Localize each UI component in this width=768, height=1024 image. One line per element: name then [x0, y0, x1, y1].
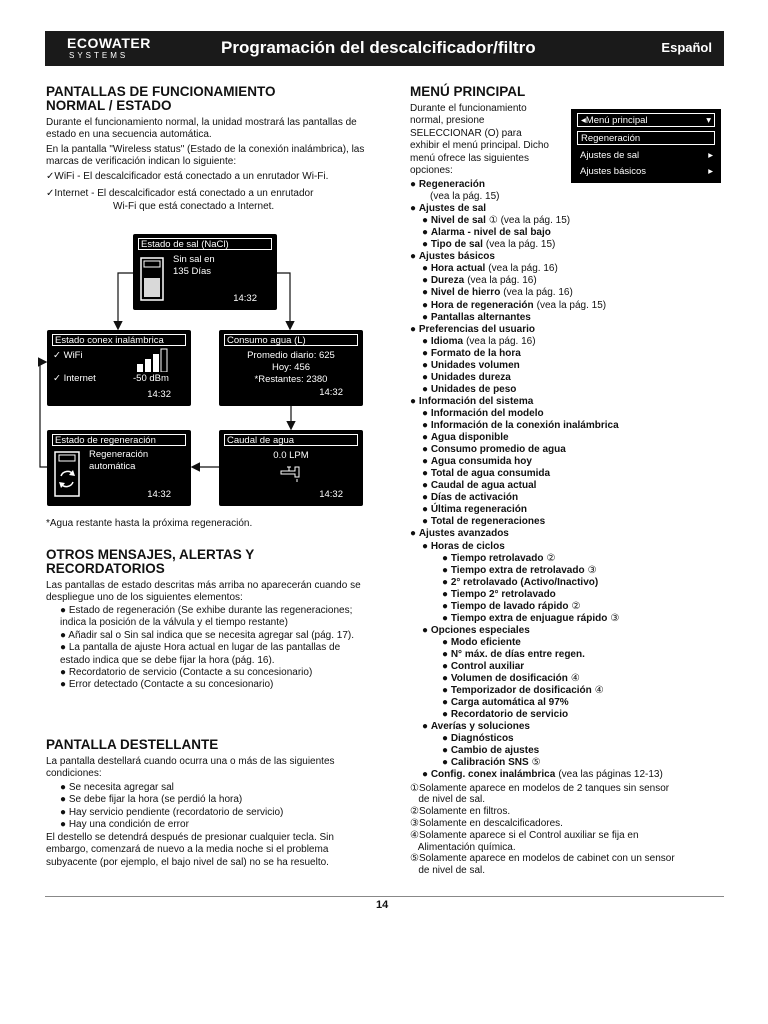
bullet-icon: ●: [442, 757, 451, 769]
brand-logo-sub: SYSTEMS: [69, 51, 129, 60]
bullet-icon: ●: [422, 311, 431, 323]
menu-entry: ● N° máx. de días entre regen.: [442, 648, 585, 660]
menu-entry: ● Caudal de agua actual: [422, 480, 537, 492]
screen-footnote: *Agua restante hasta la próxima regeneración.: [46, 518, 253, 529]
bullet-icon: ●: [442, 552, 451, 564]
menu-entry: ● Modo eficiente: [442, 636, 521, 648]
bullet-icon: ●: [422, 347, 431, 359]
menu-entry: ● Cambio de ajustes: [442, 745, 540, 757]
menu-entry: ● Volumen de dosificación ④: [442, 673, 580, 685]
water-line-3: *Restantes: 2380: [254, 374, 328, 385]
footnote-line: ②Solamente en filtros.: [410, 806, 511, 818]
menu-entry: ● Total de regeneraciones: [422, 516, 546, 528]
sec3-intro: La pantalla destellará cuando ocurra una o más de las siguientes condiciones:: [46, 756, 335, 780]
sec1-paragraph-1: Durante el funcionamiento normal, la unidad mostrará las pantallas de estado en una secuencia automática.: [46, 117, 357, 141]
footnote-line: de nivel de sal.: [410, 794, 486, 806]
internet-check-text: ✓Internet - El descalcificador está conectado a un enrutador: [46, 188, 314, 199]
bullet-icon: ●: [422, 721, 431, 733]
signal-dbm: -50 dBm: [133, 373, 169, 384]
menu-entry: ● Tiempo 2° retrolavado: [442, 588, 556, 600]
bullet-icon: ●: [442, 636, 451, 648]
bullet-icon: ●: [410, 251, 419, 263]
page-title: Programación del descalcificador/filtro: [221, 38, 536, 57]
footer-divider: [45, 896, 724, 897]
bullet-icon: ●: [422, 480, 431, 492]
screen-time: 14:32: [147, 489, 171, 500]
water-line-1: Promedio diario: 625: [247, 350, 335, 361]
sec1-paragraph-2: En la pantalla "Wireless status" (Estado de la conexión inalámbrica), las marcas de verificación indican lo siguiente:: [46, 144, 365, 168]
menu-entry: ● Hora de regeneración (vea la pág. 15): [422, 299, 607, 311]
screen-title: Estado conex inalámbrica: [52, 334, 186, 346]
section-title-flashing: PANTALLA DESTELLANTE: [46, 737, 219, 752]
menu-entry: ● Tiempo extra de enjuague rápido ③: [442, 612, 620, 624]
section-title-main-menu: MENÚ PRINCIPAL: [410, 84, 526, 99]
menu-entry: ● Carga automática al 97%: [442, 697, 569, 709]
menu-entry: ● Nivel de sal ① (vea la pág. 15): [422, 215, 571, 227]
screen-title: Caudal de agua: [224, 434, 358, 446]
main-menu-lcd: [571, 109, 721, 183]
sec3-list: [60, 782, 360, 832]
salt-line-2: 135 Días: [173, 266, 212, 277]
menu-entry: ● Formato de la hora: [422, 347, 521, 359]
menu-entry: ● Dureza (vea la pág. 16): [422, 275, 537, 287]
internet-check-text-cont: Wi-Fi que está conectado a Internet.: [113, 201, 275, 212]
bullet-icon: ●: [422, 420, 431, 431]
bullet-icon: ●: [422, 769, 431, 781]
bullet-icon: ●: [442, 697, 451, 709]
menu-entry: ● Nivel de hierro (vea la pág. 16): [422, 287, 573, 299]
bullet-icon: ●: [422, 432, 431, 444]
main-menu-intro: Durante el funcionamiento normal, presione SELECCIONAR (O) para exhibir el menú principal. Dicho menú ofrece las siguientes opciones:: [410, 103, 549, 177]
footnote-line: ⑤Solamente aparece en modelos de cabinet con un sensor: [410, 853, 675, 865]
bullet-icon: ●: [442, 745, 451, 757]
lcd-item-regeneration: Regeneración: [577, 131, 715, 145]
menu-entry: ● 2° retrolavado (Activo/Inactivo): [442, 576, 599, 588]
screen-title: Estado de regeneración: [52, 434, 186, 446]
menu-entry: ● Información del modelo: [422, 407, 544, 419]
bullet-icon: ●: [422, 371, 431, 383]
bullet-icon: ●: [442, 600, 451, 612]
footnote-line: ①Solamente aparece en modelos de 2 tanques sin sensor: [410, 782, 670, 794]
bullet-icon: ●: [410, 179, 419, 190]
bullet-icon: ●: [442, 576, 451, 588]
chevron-right-icon: ▸: [708, 166, 713, 177]
bullet-icon: ●: [442, 685, 451, 697]
lcd-title-row: ◂Menú principal ▾: [577, 113, 715, 127]
screen-title: Consumo agua (L): [224, 334, 358, 346]
menu-entry: ● Última regeneración: [422, 504, 527, 516]
menu-entry: ● Alarma - nivel de sal bajo: [422, 227, 551, 239]
lcd-item-salt-settings: Ajustes de sal ▸: [580, 150, 713, 161]
menu-entry: ● Tipo de sal (vea la pág. 15): [422, 239, 556, 251]
screen-time: 14:32: [319, 387, 343, 398]
bullet-icon: ●: [422, 504, 431, 516]
menu-entry: ● Ajustes avanzados: [410, 528, 509, 540]
menu-entry: ● Unidades volumen: [422, 359, 520, 371]
list-item: ● Hay servicio pendiente (recordatorio de servicio): [60, 806, 284, 818]
bullet-icon: ●: [422, 516, 431, 528]
menu-entry: ● Control auxiliar: [442, 661, 525, 672]
bullet-icon: ●: [442, 733, 451, 745]
screen-time: 14:32: [233, 293, 257, 304]
bullet-icon: ●: [422, 359, 431, 371]
menu-entry: ● Averías y soluciones: [422, 721, 530, 733]
bullet-icon: ●: [422, 624, 431, 636]
section-title-status: PANTALLAS DE FUNCIONAMIENTO NORMAL / ESTADO: [46, 84, 276, 113]
menu-entry: ● Información de la conexión inalámbrica: [422, 420, 619, 431]
list-item: ● Error detectado (Contacte a su concesionario): [60, 679, 274, 691]
regen-line-2: automática: [89, 461, 136, 472]
list-item: ● Se necesita agregar sal: [60, 782, 174, 793]
salt-line-1: Sin sal en: [173, 254, 215, 265]
bullet-icon: ●: [422, 239, 431, 251]
menu-entry: ● Unidades de peso: [422, 383, 517, 395]
chevron-right-icon: ▸: [708, 150, 713, 161]
menu-entry: ● Tiempo retrolavado ②: [442, 552, 556, 564]
check-icon: ✓: [46, 171, 55, 182]
bullet-icon: ●: [442, 661, 451, 672]
menu-entry: ● Unidades dureza: [422, 371, 511, 383]
sec2-intro: Las pantallas de estado descritas más arriba no aparecerán cuando se despliegue uno de los siguientes elementos:: [46, 580, 361, 604]
menu-entry: ● Preferencias del usuario: [410, 323, 535, 335]
menu-entry: ● Días de activación: [422, 492, 519, 504]
menu-entry: ● Opciones especiales: [422, 624, 530, 636]
menu-entry: ● Consumo promedio de agua: [422, 444, 566, 456]
bullet-icon: ●: [422, 444, 431, 456]
list-item: ● Recordatorio de servicio (Contacte a su concesionario): [60, 667, 313, 679]
menu-entry: ● Hora actual (vea la pág. 16): [422, 263, 558, 275]
flow-arrows: [0, 0, 400, 520]
menu-entry: ● Recordatorio de servicio: [442, 709, 569, 721]
bullet-icon: ●: [442, 564, 451, 576]
bullet-icon: ●: [422, 407, 431, 419]
bullet-icon: ●: [422, 227, 431, 239]
bullet-icon: ●: [422, 275, 431, 287]
bullet-icon: ●: [422, 287, 431, 299]
chevron-down-icon: ▾: [706, 115, 711, 126]
menu-entry: ● Calibración SNS ⑤: [442, 757, 541, 769]
bullet-icon: ●: [442, 673, 451, 685]
screen-time: 14:32: [147, 389, 171, 400]
footnote-line: de nivel de sal.: [410, 865, 486, 877]
bullet-icon: ●: [442, 709, 451, 721]
bullet-icon: ●: [442, 588, 451, 600]
list-item: ● La pantalla de ajuste Hora actual en lugar de las pantallas de estado indica que se debe fijar la hora (pág. 16).: [60, 642, 341, 666]
flow-line-1: 0.0 LPM: [273, 450, 309, 461]
menu-entry: ● Pantallas alternantes: [422, 311, 531, 323]
check-icon: ✓: [46, 188, 55, 199]
brand-logo: ECOWATER: [67, 35, 151, 51]
menu-entry: ● Ajustes básicos: [410, 251, 495, 263]
bullet-icon: ●: [422, 215, 431, 227]
menu-entry: ● Total de agua consumida: [422, 468, 551, 480]
footnote-line: Alimentación química.: [410, 841, 516, 853]
list-item: ● Añadir sal o Sin sal indica que se necesita agregar sal (pág. 17).: [60, 629, 355, 641]
footnote-line: ③Solamente en descalcificadores.: [410, 817, 563, 829]
bullet-icon: ●: [422, 492, 431, 504]
bullet-icon: ●: [442, 648, 451, 660]
back-arrow-icon: ◂: [581, 115, 586, 126]
sec3-outro: El destello se detendrá después de presionar cualquier tecla. Sin embargo, comenzará de nuevo a la media noche si el problema subyacente (por ejemplo, el bajo nivel de sal) no se ha resuelto.: [46, 832, 334, 868]
bullet-icon: ●: [442, 612, 451, 624]
bullet-icon: ●: [410, 203, 419, 215]
page-number: 14: [376, 899, 389, 911]
regen-line-1: Regeneración: [89, 449, 149, 460]
lcd-item-basic-settings: Ajustes básicos ▸: [580, 166, 713, 177]
bullet-icon: ●: [410, 528, 419, 540]
menu-entry: ● Ajustes de sal: [410, 203, 487, 215]
menu-entry: ● Horas de ciclos: [422, 540, 505, 552]
screen-time: 14:32: [319, 489, 343, 500]
bullet-icon: ●: [410, 323, 419, 335]
check-icon: ✓: [53, 373, 64, 384]
wifi-check-text: ✓WiFi - El descalcificador está conectado a un enrutador Wi-Fi.: [46, 171, 329, 182]
water-line-2: Hoy: 456: [271, 362, 311, 373]
menu-entry: ● Agua disponible: [422, 432, 509, 444]
bullet-icon: ●: [422, 456, 431, 468]
list-item: ● Estado de regeneración (Se exhibe durante las regeneraciones; indica la posición de la válvula y el tiempo restante): [60, 605, 353, 629]
internet-row: ✓ Internet: [53, 373, 96, 384]
bullet-icon: ●: [422, 335, 431, 347]
bullet-icon: ●: [410, 395, 419, 407]
menu-entry: ● Temporizador de dosificación ④: [442, 685, 604, 697]
bullet-icon: ●: [422, 540, 431, 552]
menu-entry: ● Agua consumida hoy: [422, 456, 532, 468]
bullet-icon: ●: [422, 383, 431, 395]
menu-entry: ● Tiempo de lavado rápido ②: [442, 600, 581, 612]
list-item: ● Se debe fijar la hora (se perdió la hora): [60, 794, 243, 806]
language-label: Español: [661, 40, 712, 55]
bullet-icon: ●: [422, 263, 431, 275]
menu-entry: ● Idioma (vea la pág. 16): [422, 335, 536, 347]
check-icon: ✓: [53, 350, 64, 361]
menu-entry: ● Información del sistema: [410, 395, 534, 407]
screen-title: Estado de sal (NaCl): [138, 238, 272, 250]
bullet-icon: ●: [422, 468, 431, 480]
menu-entry: ● Config. conex inalámbrica (vea las páginas 12-13): [422, 769, 663, 781]
section-title-alerts: OTROS MENSAJES, ALERTAS Y RECORDATORIOS: [46, 547, 255, 576]
menu-entry: ● Diagnósticos: [442, 733, 514, 745]
sec2-list: [60, 605, 362, 692]
menu-entry: ● Regeneración: [410, 179, 485, 190]
footnote-line: ④Solamente aparece si el Control auxiliar se fija en: [410, 829, 639, 841]
bullet-icon: ●: [422, 299, 431, 311]
menu-entry: (vea la pág. 15): [430, 191, 500, 203]
wifi-row: ✓ WiFi: [53, 350, 83, 361]
list-item: ● Hay una condición de error: [60, 819, 189, 831]
menu-entry: ● Tiempo extra de retrolavado ③: [442, 564, 597, 576]
